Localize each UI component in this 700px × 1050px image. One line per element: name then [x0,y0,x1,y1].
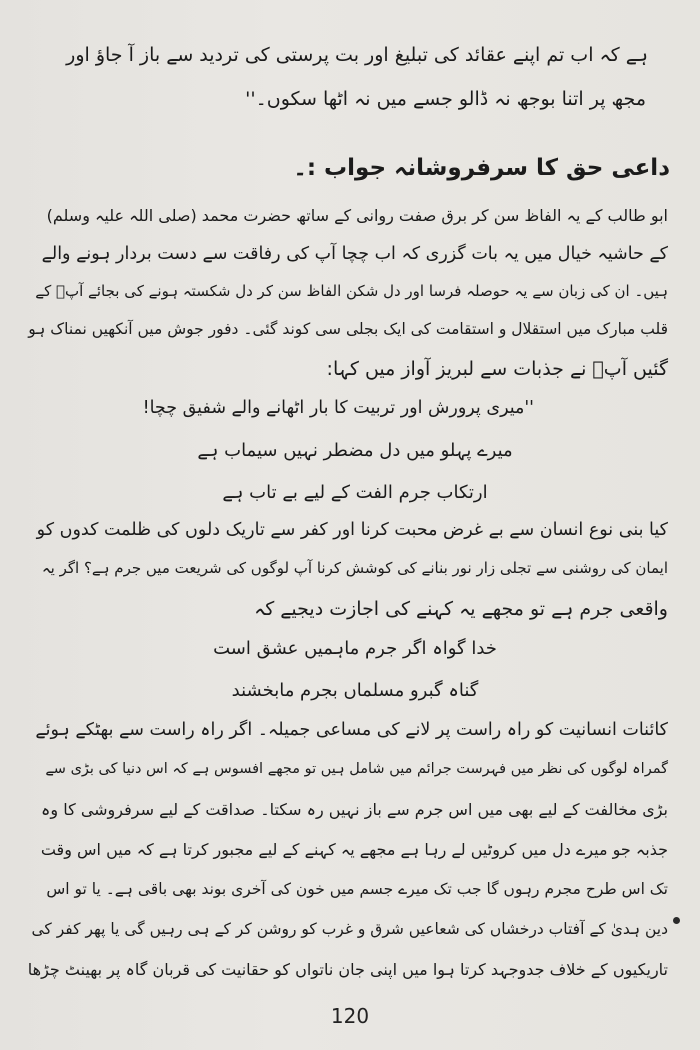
text-line: دین ہدیٰ کے آفتاب درخشاں کی شعاعیں شرق و غرب کو روشن کر کے ہی رہیں گی یا پھر کفر کی [31,920,668,938]
verse-line: خدا گواہ اگر جرم ماہمیں عشق است [213,638,497,659]
text-line: قلب مبارک میں استقلال و استقامت کی ایک بجلی سی کوند گئی۔ دفور جوش میں آنکھیں نمناک ہو [28,320,668,338]
text-line: ہے کہ اب تم اپنے عقائد کی تبلیغ اور بت پرستی کی تردید سے باز آ جاؤ اور [66,44,648,66]
quote-opening-line: ''میری پرورش اور تربیت کا بار اٹھانے والے شفیق چچا! [142,398,534,418]
text-line: گمراہ لوگوں کی نظر میں فہرست جرائم میں شامل ہیں تو مجھے افسوس ہے کہ اس دنیا کی بڑی سے [45,761,668,777]
text-line: گئیں آپؐ نے جذبات سے لبریز آواز میں کہا: [326,358,668,380]
text-line: ایمان کی روشنی سے تجلی زار نور بنانے کی کوشش کرنا آپ لوگوں کی شریعت میں جرم ہے؟ اگر یہ [41,559,668,577]
text-line: ہیں۔ ان کی زبان سے یہ حوصلہ فرسا اور دل شکن الفاظ سن کر دل شکستہ ہونے کی بجائے آپؐ کے [35,282,668,300]
text-line: تاریکیوں کے خلاف جدوجہد کرتا ہوا میں اپنی جان ناتواں کو حقانیت کی قربان گاہ پر بھینٹ چڑھا [27,960,668,979]
margin-dot [673,917,680,924]
verse-line: ارتکاب جرم الفت کے لیے بے تاب ہے [222,482,488,503]
verse-line: میرے پہلو میں دل مضطر نہیں سیماب ہے [197,440,513,461]
text-line: جذبہ جو میرے دل میں کروٹیں لے رہا ہے مجھے یہ کہنے کے لیے مجبور کرتا ہے کہ میں اس وقت [40,840,668,859]
text-line: مجھ پر اتنا بوجھ نہ ڈالو جسے میں نہ اٹھا سکوں۔'' [245,88,646,110]
text-line: کے حاشیہ خیال میں یہ بات گزری کہ اب چچا آپ کی رفاقت سے دست بردار ہونے والے [41,244,668,264]
text-line: ابو طالب کے یہ الفاظ سن کر برق صفت روانی کے ساتھ حضرت محمد (صلی اللہ علیہ وسلم) [46,206,668,225]
text-line: بڑی مخالفت کے لیے بھی میں اس جرم سے باز نہیں رہ سکتا۔ صداقت کے لیے سرفروشی کا وہ [41,800,668,819]
text-line: کیا بنی نوع انسان سے بے غرض محبت کرنا اور کفر سے تاریک دلوں کی ظلمت کدوں کو [36,520,668,540]
section-heading: داعی حق کا سرفروشانہ جواب :۔ [293,155,670,181]
verse-line: گناہ گبرو مسلماں بجرم مابخشند [231,680,479,701]
page-number: 120 [330,1004,370,1028]
text-line: تک اس طرح مجرم رہوں گا جب تک میرے جسم میں خون کی آخری بوند بھی باقی ہے۔ یا تو اس [46,880,668,898]
text-line: کائنات انسانیت کو راہ راست پر لانے کی مساعی جمیلہ۔ اگر راہ راست سے بھٹکے ہوئے [35,720,668,740]
text-line: واقعی جرم ہے تو مجھے یہ کہنے کی اجازت دیجیے کہ [254,598,668,620]
